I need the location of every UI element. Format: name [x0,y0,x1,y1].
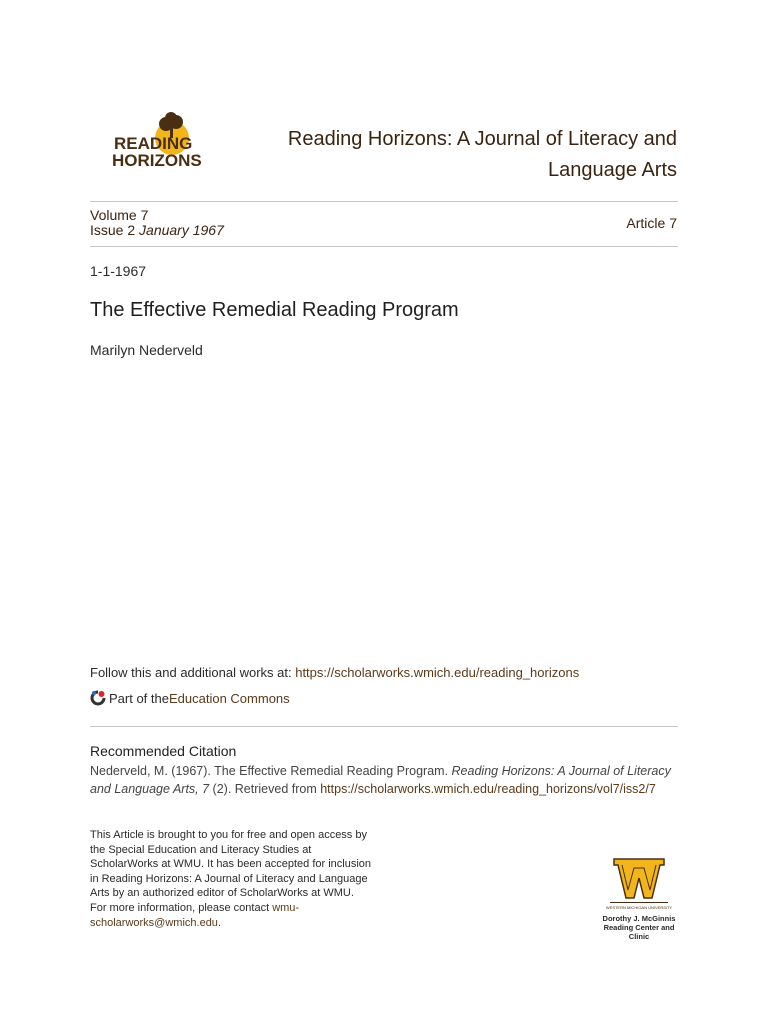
notice-line: the Special Education and Literacy Studies at [90,843,312,856]
wmu-small-text: WESTERN MICHIGAN UNIVERSITY [605,905,673,910]
follow-link[interactable]: https://scholarworks.wmich.edu/reading_horizons [295,665,580,680]
w-logo-icon [596,856,682,908]
notice-line: For more information, please contact [90,901,273,914]
notice-period: . [217,916,221,929]
author-name: Marilyn Nederveld [90,342,203,358]
journal-title-line2[interactable]: Language Arts [548,159,677,181]
logo-text-reading: READING [114,134,193,153]
notice-line: Arts by an authorized editor of ScholarWorks at WMU. [90,887,354,900]
citation-text-2: (2). Retrieved from [209,782,321,796]
education-commons-link[interactable]: Education Commons [168,690,290,706]
recommended-citation-heading: Recommended Citation [90,743,237,759]
network-commons-icon [90,690,106,706]
email-link-part1[interactable]: wmu- [272,901,300,914]
divider [90,201,678,202]
reading-horizons-logo [90,112,220,184]
follow-prefix: Follow this and additional works at: [90,665,296,680]
wmu-line1: Dorothy J. McGinnis [602,914,676,923]
divider [90,246,678,247]
notice-line: in Reading Horizons: A Journal of Literacy and Language [90,872,368,885]
notice-line: This Article is brought to you for free and open access by [90,829,367,841]
part-of-line [90,690,290,706]
access-notice [90,828,390,930]
journal-title-line1[interactable]: Reading Horizons: A Journal of Literacy and [287,128,677,150]
email-link-part2[interactable]: scholarworks@wmich.edu [90,916,218,929]
issue-link[interactable]: Issue 2 [90,222,136,238]
citation-link[interactable]: https://scholarworks.wmich.edu/reading_horizons/vol7/iss2/7 [320,782,656,796]
wmu-line2: Reading Center and Clinic [603,923,675,941]
volume-issue-block [90,208,224,238]
issue-date: January 1967 [139,222,224,238]
citation-text-1: Nederveld, M. (1967). The Effective Remedial Reading Program. [90,764,452,778]
divider [90,726,678,727]
notice-line: ScholarWorks at WMU. It has been accepted for inclusion [90,858,372,871]
follow-line [90,665,579,680]
recommended-citation-text [90,762,680,798]
wmu-reading-center-logo [596,856,682,941]
citation-journal: Reading Horizons: A Journal of Literacy and Language Arts, 7 [90,764,671,796]
partof-prefix: Part of the [109,690,169,706]
article-title: The Effective Remedial Reading Program [90,299,459,321]
article-number[interactable]: Article 7 [626,215,677,231]
journal-title[interactable] [247,124,677,186]
volume-link[interactable]: Volume 7 [90,207,149,223]
logo-text-horizons: HORIZONS [112,151,202,170]
publication-date: 1-1-1967 [90,263,147,279]
